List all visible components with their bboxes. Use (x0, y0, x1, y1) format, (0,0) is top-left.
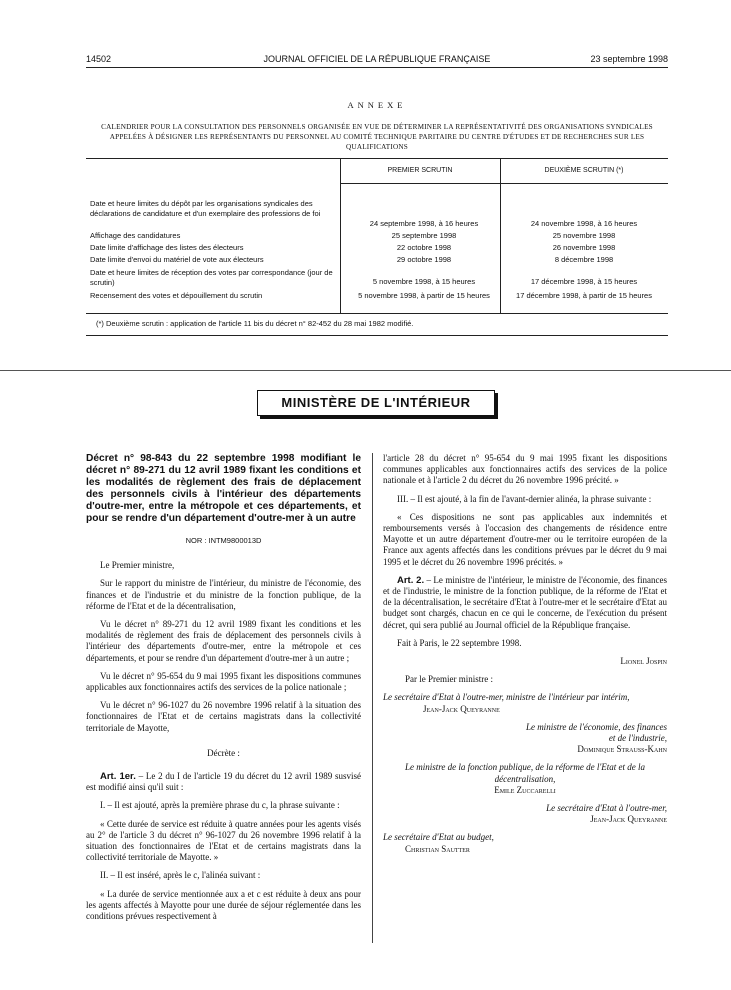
signer-prime-minister: Lionel Jospin (620, 656, 667, 667)
article-2-label: Art. 2. (397, 574, 425, 586)
paragraph: « Cette durée de service est réduite à quatre années pour les agents visés au 2° de l'article 3 du décret n° 96-1027 du 26 novembre 1996 relatif à la situation des fonctionnaires de l'Etat et de certains magistrats dans la collectivité territoriale de Mayotte. » (86, 818, 361, 863)
table-footnote: (*) Deuxième scrutin : application de l'article 11 bis du décret n° 82-452 du 28 mai 1982 modifié. (96, 319, 414, 328)
row-label: Affichage des candidatures (90, 231, 181, 240)
column-divider (372, 453, 373, 943)
paragraph: III. – Il est ajouté, à la fin de l'avant-dernier alinéa, la phrase suivante : (397, 493, 652, 504)
col-header-second: DEUXIÈME SCRUTIN (*) (544, 167, 624, 174)
second-scrutin-value: 17 décembre 1998, à partir de 15 heures (516, 291, 652, 300)
paragraph: « Ces dispositions ne sont pas applicables aux indemnités et remboursements versés à l'occasion des changements de résidence entre Mayotte et un autre département d'outre-mer ou le territoire européen de la France aux agents affectés dans les conditions prévues par le décret du 9 mai 1995 et le décret du 26 novembre 1996 précités. » (383, 511, 667, 567)
page-number: 14502 (86, 54, 112, 64)
decrete-heading: Décrète : (207, 747, 240, 758)
signature-role: Le secrétaire d'Etat au budget, (383, 832, 494, 843)
paragraph: « La durée de service mentionnée aux a et c est réduite à deux ans pour les agents affectés à Mayotte pour une durée de séjour réglementée dans les conditions prévues respectivement à (86, 888, 361, 922)
journal-title: JOURNAL OFFICIEL DE LA RÉPUBLIQUE FRANÇAISE (263, 54, 491, 64)
nor-reference: NOR : INTM9800013D (185, 536, 262, 545)
par-line: Par le Premier ministre : (405, 674, 493, 685)
paragraph: Sur le rapport du ministre de l'intérieur, du ministre de l'économie, des finances et de l'industrie et du ministre de la fonction publique, de la réforme de l'Etat et de la décentralisation, (86, 578, 361, 611)
signature-name: Christian Sautter (405, 843, 470, 854)
second-scrutin-value: 26 novembre 1998 (552, 243, 616, 252)
decree-title: Décret n° 98-843 du 22 septembre 1998 modifiant le décret n° 89-271 du 12 avril 1989 fixant les conditions et les modalités de règlement des frais de déplacement des personnels civils à l'intérieur des départements d'outre-mer, entre la métropole et ces départements, et pour se rendre d'un département d'outre-mer à un autre (86, 453, 361, 524)
paragraph: Vu le décret n° 96-1027 du 26 novembre 1996 relatif à la situation des fonctionnaires de l'Etat et de certains magistrats dans la collectivité territoriale de Mayotte, (86, 700, 361, 733)
first-scrutin-value: 24 septembre 1998, à 16 heures (369, 219, 479, 228)
first-scrutin-value: 29 octobre 1998 (396, 255, 452, 264)
left-column (86, 453, 361, 929)
ministry-heading: MINISTÈRE DE L'INTÉRIEUR (257, 390, 495, 416)
article-1-label: Art. 1er. (100, 771, 136, 783)
first-scrutin-value: 22 octobre 1998 (396, 243, 452, 252)
col-header-first: PREMIER SCRUTIN (387, 167, 453, 174)
second-scrutin-value: 17 décembre 1998, à 15 heures (530, 277, 638, 286)
row-label: Recensement des votes et dépouillement du scrutin (90, 291, 263, 300)
paragraph: l'article 28 du décret n° 95-654 du 9 mai 1995 fixant les dispositions communes applicables aux fonctionnaires actifs des services de la police nationale et à l'article 2 du décret du 26 novembre 1996 précité. » (383, 453, 667, 486)
article-2-text: – Le ministre de l'intérieur, le ministre de l'économie, des finances et de l'industrie, le ministre de la fonction publique, de la réforme de l'Etat et de la décentralisation, le secrétaire d'Etat à l'outre-mer et le secrétaire d'Etat au budget sont chargés, chacun en ce qui le concerne, de l'exécution du présent décret, qui sera publié au Journal officiel de la République française. (383, 574, 667, 630)
paragraph: II. – Il est inséré, après le c, l'alinéa suivant : (100, 870, 261, 881)
annexe-description: CALENDRIER POUR LA CONSULTATION DES PERSONNELS ORGANISÉE EN VUE DE DÉTERMINER LA REPRÉSENTATIVITÉ DES ORGANISATIONS SYNDICALES APPELÉES À DÉSIGNER LES REPRÉSENTANTS DU PERSONNEL AU COMITÉ TECHNIQUE PARITAIRE DU CENTRE D'ÉTUDES ET DE RECHERCHES SUR LES QUALIFICATIONS (101, 123, 653, 151)
second-scrutin-value: 25 novembre 1998 (552, 231, 616, 240)
row-label: Date limite d'envoi du matériel de vote aux électeurs (90, 255, 264, 264)
second-scrutin-value: 24 novembre 1998, à 16 heures (530, 219, 638, 228)
row-label: Date limite d'affichage des listes des électeurs (90, 243, 244, 252)
table-bottom-rule (86, 313, 668, 314)
table-header-rule (340, 183, 668, 184)
first-scrutin-value: 5 novembre 1998, à partir de 15 heures (358, 291, 490, 300)
row-label: Date et heure limites du dépôt par les organisations syndicales des déclarations de candidature et d'un exemplaire des professions de foi (90, 199, 321, 218)
fait-line: Fait à Paris, le 22 septembre 1998. (397, 637, 522, 648)
row-label: Date et heure limites de réception des votes par correspondance (jour de scrutin) (90, 268, 333, 287)
signature-name: Dominique Strauss-Kahn (577, 744, 667, 755)
article-1-text: – Le 2 du I de l'article 19 du décret du 12 avril 1989 susvisé est modifié ainsi qu'il suit : (86, 771, 361, 793)
section-separator (0, 370, 731, 371)
issue-date: 23 septembre 1998 (590, 54, 668, 64)
paragraph: Vu le décret n° 89-271 du 12 avril 1989 fixant les conditions et les modalités de règlement des frais de déplacement des personnels civils à l'intérieur des départements d'outre-mer, entre la métropole et ces départements, et pour se rendre d'un département d'outre-mer à un autre ; (86, 619, 361, 663)
schedule-table (86, 158, 668, 336)
signature-role: Le secrétaire d'Etat à l'outre-mer, (546, 803, 667, 814)
signature-name: Emile Zuccarelli (494, 784, 556, 795)
second-scrutin-value: 8 décembre 1998 (554, 255, 614, 264)
first-scrutin-value: 25 septembre 1998 (391, 231, 457, 240)
article-1 (86, 771, 361, 793)
right-column (383, 453, 667, 862)
paragraph: I. – Il est ajouté, après la première phrase du c, la phrase suivante : (100, 800, 340, 811)
signature-role: Le secrétaire d'Etat à l'outre-mer, ministre de l'intérieur par intérim, (383, 692, 630, 703)
paragraph: Vu le décret n° 95-654 du 9 mai 1995 fixant les dispositions communes applicables aux fonctionnaires actifs des services de la police nationale ; (86, 670, 361, 693)
header-rule (86, 67, 668, 68)
paragraph: Le Premier ministre, (100, 560, 175, 571)
signature-name: Jean-Jack Queyranne (423, 703, 500, 714)
first-scrutin-value: 5 novembre 1998, à 15 heures (372, 277, 476, 286)
page-header (86, 54, 668, 66)
annexe-title: ANNEXE (347, 100, 407, 110)
signature-name: Jean-Jack Queyranne (590, 814, 667, 825)
article-2 (383, 575, 667, 631)
signature-role: Le ministre de l'économie, des finances et de l'industrie, (525, 721, 667, 744)
signature-role: Le ministre de la fonction publique, de la réforme de l'Etat et de la décentralisation, (404, 762, 646, 784)
